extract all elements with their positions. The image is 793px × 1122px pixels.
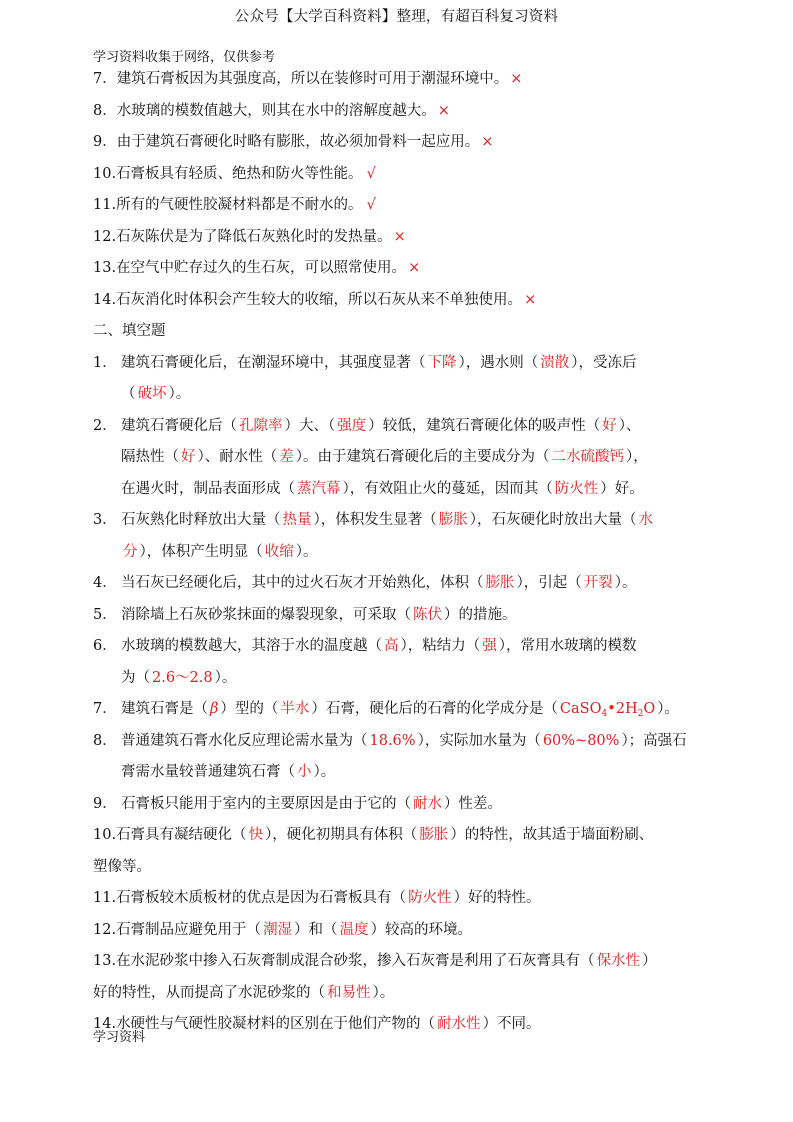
answer-formula: $CaSO_4•2H_2O$ (559, 701, 656, 719)
wrong-mark: × (393, 228, 406, 245)
answer: 耐水 (413, 795, 442, 812)
answer: 溃散 (540, 354, 570, 371)
fill-question: 13.在水泥砂浆中掺入石灰膏制成混合砂浆，掺入石灰膏是利用了石灰膏具有（ 保水性 ） (93, 953, 657, 969)
page-header: 公众号【大学百科资料】整理，有超百科复习资料 (234, 9, 559, 25)
judgement-item: 12.石灰陈伏是为了降低石灰熟化时的发热量。 × (93, 228, 406, 245)
answer: 快 (248, 827, 264, 843)
answer: 高 (384, 638, 399, 654)
answer: 好 (181, 449, 196, 465)
fill-question: 4． 当石灰已经硬化后，其中的过火石灰才开始熟化，体积（ 膨胀 ），引起（ 开裂 ）。 (93, 575, 637, 591)
answer: β (210, 701, 219, 717)
answer: 破坏 (137, 386, 167, 402)
fill-question: 2． 建筑石膏硬化后（ 孔隙率 ）大、（ 强度 ）较低，建筑石膏硬化体的吸声性（ 好 ）、 (93, 417, 641, 434)
fill-question: 6． 水玻璃的模数越大，其溶于水的温度越（ 高 ），粘结力（ 强 ），常用水玻璃的模数 (93, 638, 637, 654)
fill-question-cont: 在遇火时，制品表面形成（ 蒸汽幕 ），有效阻止火的蔓延，因而其（ 防火性 ）好。 (121, 480, 644, 497)
answer: 60%~80% (542, 732, 620, 749)
answer: 热量 (282, 512, 312, 528)
judgement-item: 10.石膏板具有轻质、绝热和防火等性能。 √ (93, 165, 376, 182)
answer: 蒸汽幕 (297, 480, 341, 497)
answer: 下降 (427, 354, 457, 371)
wrong-mark: × (481, 134, 494, 150)
answer: 水 (638, 512, 653, 528)
answer: 好 (602, 417, 617, 434)
answer: 差 (279, 449, 294, 465)
answer: 分 (123, 543, 138, 560)
answer: 二水硫酸钙 (551, 449, 624, 465)
fill-question: 14.水硬性与气硬性胶凝材料的区别在于他们产物的（ 耐水性 ）不同。 (93, 1016, 541, 1032)
answer: 和易性 (327, 984, 371, 1001)
wrong-mark: × (437, 102, 450, 119)
section-title: 二、填空题 (93, 323, 166, 339)
fill-question-cont: 为（ 2.6～2.8 ）。 (121, 669, 237, 686)
fill-question-cont: 分 ），体积产生明显（ 收缩 ）。 (123, 543, 318, 560)
answer: 膨胀 (438, 512, 468, 528)
fill-question: 11.石膏板较木质板材的优点是因为石膏板具有（ 防火性 ）好的特性。 (93, 890, 541, 906)
fill-question-cont: 膏需水量较普通建筑石膏（ 小 ）。 (121, 764, 336, 780)
fill-question: 10.石膏具有凝结硬化（ 快 ），硬化初期具有体积（ 膨胀 ）的特性，故其适于墙面粉刷、 (93, 827, 654, 843)
fill-question: 1． 建筑石膏硬化后，在潮湿环境中，其强度显著（ 下降 ），遇水则（ 溃散 ），受冻后 (93, 354, 637, 371)
answer: 半水 (280, 701, 310, 717)
answer: 膨胀 (485, 575, 515, 591)
fill-question-cont: 隔热性（ 好 ）、耐水性（ 差 ）。由于建筑石膏硬化后的主要成分为（ 二水硫酸钙 ）， (121, 449, 648, 465)
fill-question: 3． 石灰熟化时释放出大量（ 热量 ），体积发生显著（ 膨胀 ），石灰硬化时放出大量（ 水 (93, 512, 653, 528)
fill-question: 7． 建筑石膏是（ β ）型的（ 半水 ）石膏，硬化后的石膏的化学成分是（ $CaSO_4•2H_2O$ ）。 (93, 701, 679, 719)
fill-question: 12.石膏制品应避免用于（ 潮湿 ）和（ 温度 ）较高的环境。 (93, 921, 473, 938)
answer: 孔隙率 (239, 417, 283, 434)
answer: 防火性 (554, 480, 599, 497)
answer: 保水性 (596, 953, 641, 969)
judgement-item: 9．由于建筑石膏硬化时略有膨胀，故必须加骨料一起应用。 × (93, 134, 494, 150)
source-note: 学习资料收集于网络，仅供参考 (93, 50, 276, 65)
correct-mark: √ (366, 197, 376, 213)
answer: 小 (297, 764, 312, 780)
answer: 强度 (337, 417, 367, 434)
answer: 陈伏 (413, 606, 442, 623)
answer: 收缩 (264, 543, 294, 560)
fill-question: 5． 消除墙上石灰砂浆抹面的爆裂现象，可采取（ 陈伏 ）的措施。 (93, 606, 517, 623)
answer: 膨胀 (419, 827, 449, 843)
answer: 潮湿 (263, 921, 293, 938)
answer: 2.6～2.8 (152, 669, 213, 686)
fill-question: 8． 普通建筑石膏水化反应理论需水量为（ 18.6% ），实际加水量为（ 60%~80% ）；高强石 (93, 732, 687, 749)
judgement-item: 8．水玻璃的模数值越大，则其在水中的溶解度越大。 × (93, 102, 450, 119)
answer: 温度 (339, 921, 369, 938)
answer: 强 (482, 638, 497, 654)
fill-question-cont: 塑像等。 (93, 858, 151, 875)
document-body (93, 64, 733, 1041)
correct-mark: √ (366, 165, 376, 182)
answer: 耐水性 (437, 1016, 481, 1032)
fill-question-cont: （ 破坏 ）。 (121, 386, 191, 402)
answer: 防火性 (408, 890, 452, 906)
wrong-mark: × (510, 71, 523, 87)
answer: 18.6% (369, 732, 416, 749)
answer: 开裂 (583, 575, 613, 591)
judgement-item: 11.所有的气硬性胶凝材料都是不耐水的。 √ (93, 197, 376, 213)
wrong-mark: × (408, 260, 421, 276)
judgement-item: 13.在空气中贮存过久的生石灰，可以照常使用。 × (93, 260, 421, 276)
fill-question: 9． 石膏板只能用于室内的主要原因是由于它的（ 耐水 ）性差。 (93, 795, 502, 812)
judgement-item: 14.石灰消化时体积会产生较大的收缩，所以石灰从来不单独使用。 × (93, 291, 537, 308)
fill-question-cont: 好的特性，从而提高了水泥砂浆的（ 和易性 ）。 (93, 984, 395, 1001)
judgement-item: 7．建筑石膏板因为其强度高，所以在装修时可用于潮湿环境中。 × (93, 71, 523, 87)
wrong-mark: × (524, 291, 537, 308)
page-footer: 学习资料 (93, 1030, 146, 1045)
